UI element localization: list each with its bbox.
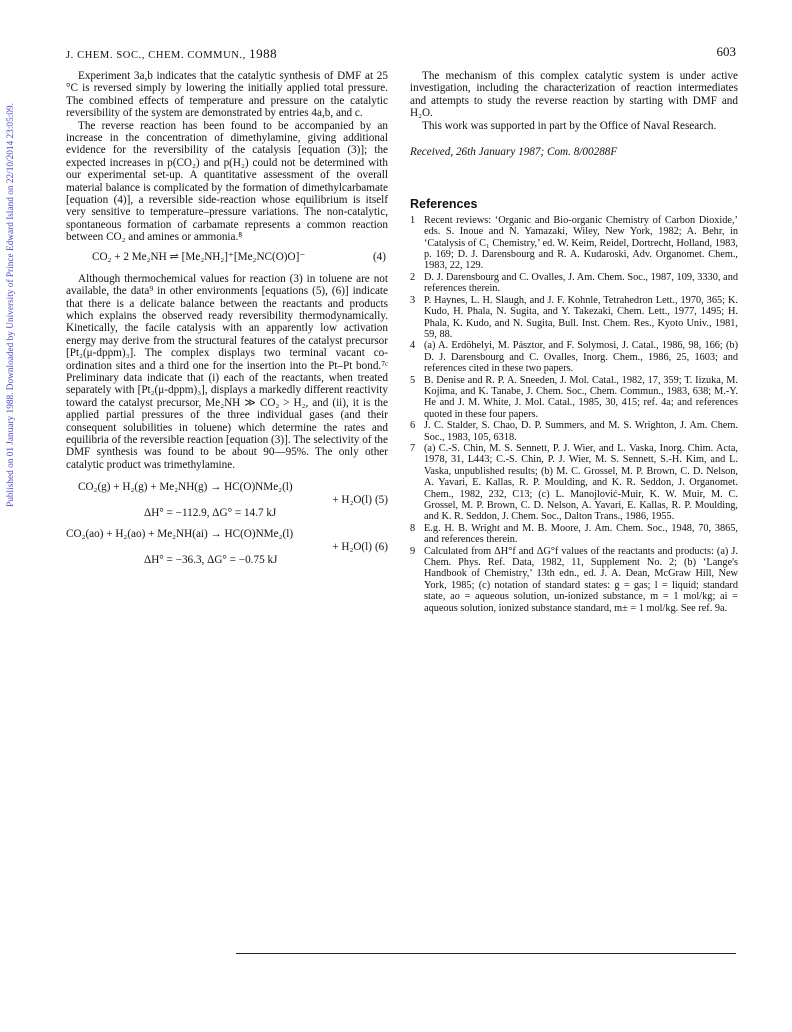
journal-name: J. CHEM. SOC., CHEM. COMMUN., xyxy=(66,50,246,61)
page-number: 603 xyxy=(716,44,736,59)
reference-item xyxy=(410,295,738,341)
reference-item xyxy=(410,272,738,295)
reference-item xyxy=(410,523,738,546)
reference-number: 3 xyxy=(410,294,416,306)
reference-number: 1 xyxy=(410,214,416,226)
reference-text: Calculated from ΔH°f and ΔG°f values of the reactants and products: (a) J. Chem. Phys. Ref. Data, 1982, 11, Supplement No. 2; (b) ‘Lange's Handbook of Chemistry,’ 13th edn., ed. J. A. Dean, McGraw Hill, New York, 1985; (c) notation of standard states: g = gas; l = liquid; standard state, ao = aqueous solution, un-ionized substance, m = 1 mol/kg; ai = aqueous solution, ionized substance standard, m± = 1 mol/kg. See ref. 9a. xyxy=(424,545,738,614)
reference-number: 8 xyxy=(410,522,416,534)
reference-number: 6 xyxy=(410,420,416,432)
reference-text: D. J. Darensbourg and C. Ovalles, J. Am. Chem. Soc., 1987, 109, 3330, and references therein. xyxy=(424,271,738,295)
download-watermark-text: Published on 01 January 1988. Downloaded by University of Prince Edward Island on 22/10/2014 23:05:09. xyxy=(6,103,17,507)
equation-text: CO₂ + 2 Me₂NH ⇌ [Me₂NH₂]⁺[Me₂NC(O)O]⁻ xyxy=(92,250,306,263)
reference-text: P. Haynes, L. H. Slaugh, and J. F. Kohnle, Tetrahedron Lett., 1970, 365; K. Kudo, H. Phala, N. Sugita, and Y. Takezaki, Chem. Lett., 1977, 1495; H. Phala, K. Kudo, and N. Sugita, Bull. Inst. Chem. Res., Kyoto Univ., 1981, 59, 88. xyxy=(424,294,738,340)
reference-number: 4 xyxy=(410,340,416,352)
references-list xyxy=(410,215,738,614)
reference-text: (a) C.-S. Chin, M. S. Sennett, P. J. Wier, and L. Vaska, Inorg. Chim. Acta, 1978, 31, L443; C.-S. Chin, P. J. Wier, M. S. Sennett, S.-H. Kim, and L. Vaska, unpublished results; (b) M. C. Grossel, M. P. Brown, C. D. Nelson, A. Yavari, E. Kallas, R. P. Moulding, and K. R. Seddon, J. Organomet. Chem., 1982, 232, C13; (c) L. Manojlović-Muir, K. W. Muir, M. C. Grossel, M. P. Brown, C. D. Nelson, A. Yavari, E. Kallas, R. P. Moulding, and K. R. Seddon, J. Chem. Soc., Dalton Trans., 1986, 1955. xyxy=(424,442,738,523)
equation-text: CO₂(ao) + H₂(ao) + Me₂NH(ai) → HC(O)NMe₂(l) xyxy=(66,528,294,541)
reference-item xyxy=(410,215,738,272)
equation-4 xyxy=(66,251,388,265)
paragraph: Although thermochemical values for reaction (3) in toluene are not available, the data⁹ in other environments [equations (5), (6)] indicate that there is a delicate balance between the reactants and products which explains the observed ready reversibility thermodynamically. Kinetically, the facile catalysis with an apparently low activation energy may derive from the structural features of the catalyst precursor [Pt₂(μ-dppm)₃]. The complex displays two terminal vacant co-ordination sites and a third one for the insertion into the Pt–Pt bond.⁷ᶜ Preliminary data indicate that (i) each of the reactants, when treated separately with [Pt₂(μ-dppm)₃], displays a markedly different reactivity toward the catalyst precursor, Me₂NH ≫ CO₂ > H₂, and (ii), it is the applied partial pressures of the three individual gases (and their consequent solubilities in toluene) which determine the rates and equilibria of the reversible reaction [equation (3)]. The selectivity of the DMF synthesis was found to be about 90—95%. The only other catalytic product was trimethylamine. xyxy=(66,272,388,471)
paragraph: This work was supported in part by the Office of Naval Research. xyxy=(422,119,717,132)
reference-text: E.g. H. B. Wright and M. B. Moore, J. Am. Chem. Soc., 1948, 70, 3865, and references therein. xyxy=(424,522,738,546)
reference-item xyxy=(410,340,738,374)
equation-6 xyxy=(66,528,388,567)
reference-item xyxy=(410,443,738,523)
equation-text: + H₂O(l) xyxy=(332,494,372,507)
reference-item xyxy=(410,375,738,421)
equation-5 xyxy=(66,481,388,520)
reference-number: 9 xyxy=(410,545,416,557)
received-date: Received, 26th January 1987; Com. 8/00288F xyxy=(410,146,618,159)
footer-rule xyxy=(236,953,736,954)
equation-number: (4) xyxy=(372,250,386,263)
reference-number: 7 xyxy=(410,442,416,454)
left-column xyxy=(66,70,388,567)
references-heading: References xyxy=(410,197,478,212)
reference-text: J. C. Stalder, S. Chao, D. P. Summers, and M. S. Wrighton, J. Am. Chem. Soc., 1983, 105, 6318. xyxy=(424,420,738,443)
download-watermark xyxy=(4,10,18,600)
reference-item xyxy=(410,546,738,614)
paragraph: The mechanism of this complex catalytic system is under active investigation, including the characterization of reaction intermediates and attempts to study the reverse reaction by starting with DMF and H₂O. xyxy=(410,70,738,120)
paragraph: Experiment 3a,b indicates that the catalytic synthesis of DMF at 25 °C is reversed simply by lowering the initially applied total pressure. The combined effects of temperature and pressure on the catalytic reversibility of the system are demonstrated by entries 4a,b, and c. xyxy=(66,70,388,120)
equation-text: + H₂O(l) xyxy=(332,541,372,554)
equation-thermo: ΔH° = −36.3, ΔG° = −0.75 kJ xyxy=(144,554,278,567)
equation-number: (6) xyxy=(374,541,388,554)
reference-text: (a) A. Erdöhelyi, M. Pásztor, and F. Solymosi, J. Catal., 1986, 98, 166; (b) D. J. Darensbourg and C. Ovalles, Inorg. Chem., 1986, 25, 1603; and references cited in these two papers. xyxy=(424,340,738,375)
reference-item xyxy=(410,420,738,443)
paragraph: The reverse reaction has been found to be accompanied by an increase in the concentration of dimethylamine, giving additional evidence for the reversibility of the catalysis [equation (3)]; the expected increases in p(CO₂) and p(H₂) could not be determined with our experimental set-up. A quantitative assessment of the overall material balance is complicated by the formation of dimethylcarbamate [equation (4)], a reversible side-reaction whose equilibrium is itself very sensitive to temperature–pressure variations. The non-catalytic, spontaneous formation of carbamate represents a common reaction between CO₂ and amines or ammonia.⁸ xyxy=(66,119,388,244)
reference-number: 2 xyxy=(410,271,416,283)
equation-number: (5) xyxy=(374,494,388,507)
right-column xyxy=(410,70,738,614)
running-header xyxy=(66,44,736,60)
reference-text: Recent reviews: ‘Organic and Bio-organic Chemistry of Carbon Dioxide,’ eds. S. Inoue and N. Yamazaki, Wiley, New York, 1982; A. Behr, in ‘Catalysis of C₁ Chemistry,’ ed. W. Keim, Reidel, Dortrecht, Holland, 1983, p. 169; D. J. Darensbourg and R. A. Kudaroski, Adv. Organomet. Chem., 1983, 22, 129. xyxy=(424,214,738,272)
reference-number: 5 xyxy=(410,374,416,386)
journal-year: 1988 xyxy=(249,46,278,61)
equation-thermo: ΔH° = −112.9, ΔG° = 14.7 kJ xyxy=(144,507,277,520)
journal-citation xyxy=(66,46,277,62)
equation-text: CO₂(g) + H₂(g) + Me₂NH(g) → HC(O)NMe₂(l) xyxy=(78,481,293,494)
reference-text: B. Denise and R. P. A. Sneeden, J. Mol. Catal., 1982, 17, 359; T. Iizuka, M. Kojima, and K. Tanabe, J. Chem. Soc., Chem. Commun., 1983, 638; M.-Y. He and J. M. White, J. Mol. Catal., 1985, 30, 415; ref. 4a; and references quoted in these four papers. xyxy=(424,374,738,420)
